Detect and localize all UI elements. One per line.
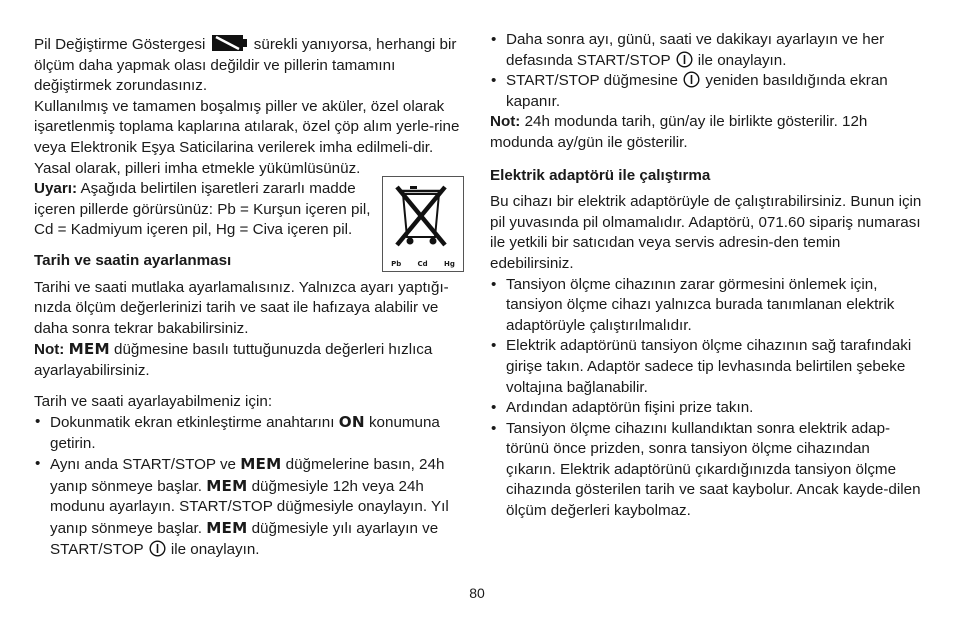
on-label: ON: [338, 413, 365, 432]
battery-indicator-paragraph: [34, 34, 466, 97]
list-item: • Elektrik adaptörünü tansiyon ölçme cihazının sağ tarafındaki girişe takın. Adaptör sadece tip levhasında belirtilen şebeke voltajına bağlanabilir.: [490, 336, 922, 398]
bin-labels: [383, 260, 463, 268]
intro-paragraph: Tarih ve saati ayarlayabilmeniz için:: [34, 392, 273, 410]
mem-label: MEM: [206, 476, 248, 495]
text-span: yeniden basıldığında ekran kapanır.: [506, 72, 888, 110]
battery-low-icon: [212, 34, 248, 52]
disposal-paragraph: Kullanılmış ve tamamen boşalmış piller ve aküler, özel olarak işaretlenmiş toplama kaplarına atılarak, özel çöp alım yerle-rine veya Elektronik Eşya Saticilarina verilerek imha edilmeli-dir. Yasal olarak, pilleri imha etmekle yükümlüsünüz.: [34, 97, 460, 177]
text-span: konumuna getirin.: [50, 414, 440, 452]
continue-steps-list: [490, 30, 922, 112]
list-item: [34, 412, 466, 454]
power-button-icon: [676, 51, 693, 68]
text-span: 24h modunda tarih, gün/ay ile birlikte gösterilir. 12h modunda ay/gün ile gösterilir.: [490, 113, 868, 151]
list-item: [34, 454, 466, 560]
section-heading-adapter: Elektrik adaptörü ile çalıştırma: [490, 166, 711, 184]
power-button-icon: [149, 540, 166, 557]
text-span: düğmesiyle 12h veya 24h modunu ayarlayın. START/STOP düğmesiyle onaylayın. Yıl yanıp sönmeye başlar.: [50, 477, 449, 538]
text-span: Aynı anda START/STOP ve: [50, 456, 241, 474]
bin-label-pb: Pb: [391, 260, 402, 269]
list-item: • Tansiyon ölçme cihazının zarar görmesini önlemek için, tansiyon ölçme cihazı yalnızca burada tanımlanan elektrik adaptörüyle çalıştırılmalıdır.: [490, 275, 922, 337]
text-span: düğmesine basılı tuttuğunuzda değerleri hızlıca ayarlayabilirsiniz.: [34, 341, 433, 379]
warning-paragraph: [34, 179, 374, 241]
crossed-out-wheelie-bin-icon: [383, 177, 463, 257]
mem-label: MEM: [240, 455, 282, 474]
text-span: Aşağıda belirtilen işaretleri zararlı madde içeren pillerde görürsünüz: Pb = Kurşun içeren pil, Cd = Kadmiyum içeren pil, Hg = Civa içeren pil.: [34, 180, 371, 239]
note-label: Not:: [490, 113, 521, 131]
list-item: • Ardından adaptörün fişini prize takın.: [490, 398, 922, 419]
bin-label-cd: Cd: [417, 260, 428, 269]
warning-label: Uyarı:: [34, 180, 78, 198]
page-number: 80: [469, 585, 485, 601]
text-span: Daha sonra ayı, günü, saati ve dakikayı ayarlayın ve her defasında START/STOP: [506, 31, 885, 69]
mem-label: MEM: [68, 340, 110, 359]
setup-steps-list: [34, 412, 466, 560]
note-label: Not:: [34, 341, 65, 359]
date-time-paragraph: Tarihi ve saati mutlaka ayarlamalısınız. Yalnızca ayarı yaptığı-nızda ölçüm değerlerinizi tarih ve saat ile hafızaya alabilir ve daha sonra tekrar bakabilirsiniz.: [34, 278, 449, 337]
note-paragraph: [34, 339, 466, 381]
left-column: [34, 34, 466, 560]
text-span: ile onaylayın.: [166, 540, 260, 558]
note-paragraph: [490, 112, 922, 153]
right-column: [490, 30, 922, 522]
text-span: Pil Değiştirme Göstergesi: [34, 36, 210, 53]
adapter-paragraph: Bu cihazı bir elektrik adaptörüyle de çalıştırabilirsiniz. Bunun için pil yuvasında pil olmamalıdır. Adaptörü, 071.60 sipariş numarası ile yetkili bir satıcıdan veya servis adresin-den temin edebilirsiniz.: [490, 193, 922, 272]
list-item: • Tansiyon ölçme cihazını kullandıktan sonra elektrik adap-törünü önce prizden, sonra tansiyon ölçme cihazından çıkarın. Elektrik adaptörünü çıkardığınızda tansiyon ölçme cihazında gösterilen tarih ve saat kaybolur. Ancak kayde-dilen ölçüm değerleri kaybolmaz.: [490, 419, 922, 522]
crossed-bin-symbol: [382, 176, 464, 272]
list-item: [490, 71, 922, 112]
section-heading-date-time: Tarih ve saatin ayarlanması: [34, 251, 232, 269]
text-span: düğmesiyle yılı ayarlayın ve START/STOP: [50, 520, 439, 558]
text-span: ile onaylayın.: [693, 51, 787, 69]
text-span: START/STOP düğmesine: [506, 72, 683, 90]
adapter-steps-list: [490, 275, 922, 522]
list-item: [490, 30, 922, 71]
bin-label-hg: Hg: [443, 260, 455, 269]
text-span: sürekli yanıyorsa, herhangi bir ölçüm daha yapmak olası değildir ve pillerin tamamını değiştirmek zorundasınız.: [34, 36, 457, 95]
text-span: düğmelerine basın, 24h yanıp sönmeye başlar.: [50, 456, 445, 495]
text-span: Dokunmatik ekran etkinleştirme anahtarını: [50, 414, 339, 432]
power-button-icon: [683, 71, 700, 88]
mem-label: MEM: [206, 519, 248, 538]
